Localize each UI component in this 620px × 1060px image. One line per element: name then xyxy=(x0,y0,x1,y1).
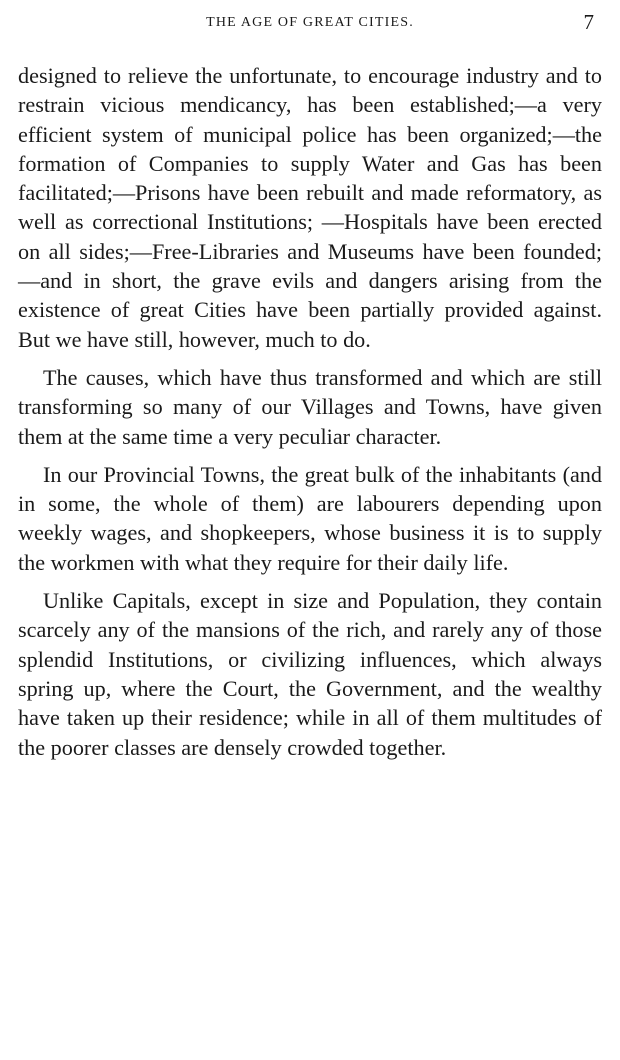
page-number: 7 xyxy=(583,10,594,34)
running-title: THE AGE OF GREAT CITIES. xyxy=(206,15,414,30)
paragraph-continued: designed to relieve the unfortunate, to encourage industry and to restrain vicious mendicancy, has been established;—a very efficient system of municipal police has been organized;—the formation of Companies to supply Water and Gas has been facilitated;—Prisons have been rebuilt and made reformatory, as well as correctional Institutions; —Hospitals have been erected on all sides;—Free-Libraries and Museums have been founded;—and in short, the grave evils and dangers arising from the existence of great Cities have been partially provided against. But we have still, however, much to do. xyxy=(18,63,602,352)
body-text xyxy=(18,61,602,762)
paragraph-unlike-capitals: Unlike Capitals, except in size and Population, they contain scarcely any of the mansions of the rich, and rarely any of those splendid Institutions, or civilizing influences, which always spring up, where the Court, the Government, and the wealthy have taken up their residence; while in all of them multitudes of the poorer classes are densely crowded together. xyxy=(18,588,602,760)
running-head xyxy=(18,0,602,44)
paragraph-provincial-towns: In our Provincial Towns, the great bulk of the inhabitants (and in some, the whole of them) are labourers depending upon weekly wages, and shopkeepers, whose business it is to supply the workmen with what they require for their daily life. xyxy=(18,461,602,575)
paragraph-causes: The causes, which have thus transformed and which are still transforming so many of our Villages and Towns, have given them at the same time a very peculiar character. xyxy=(18,364,602,449)
